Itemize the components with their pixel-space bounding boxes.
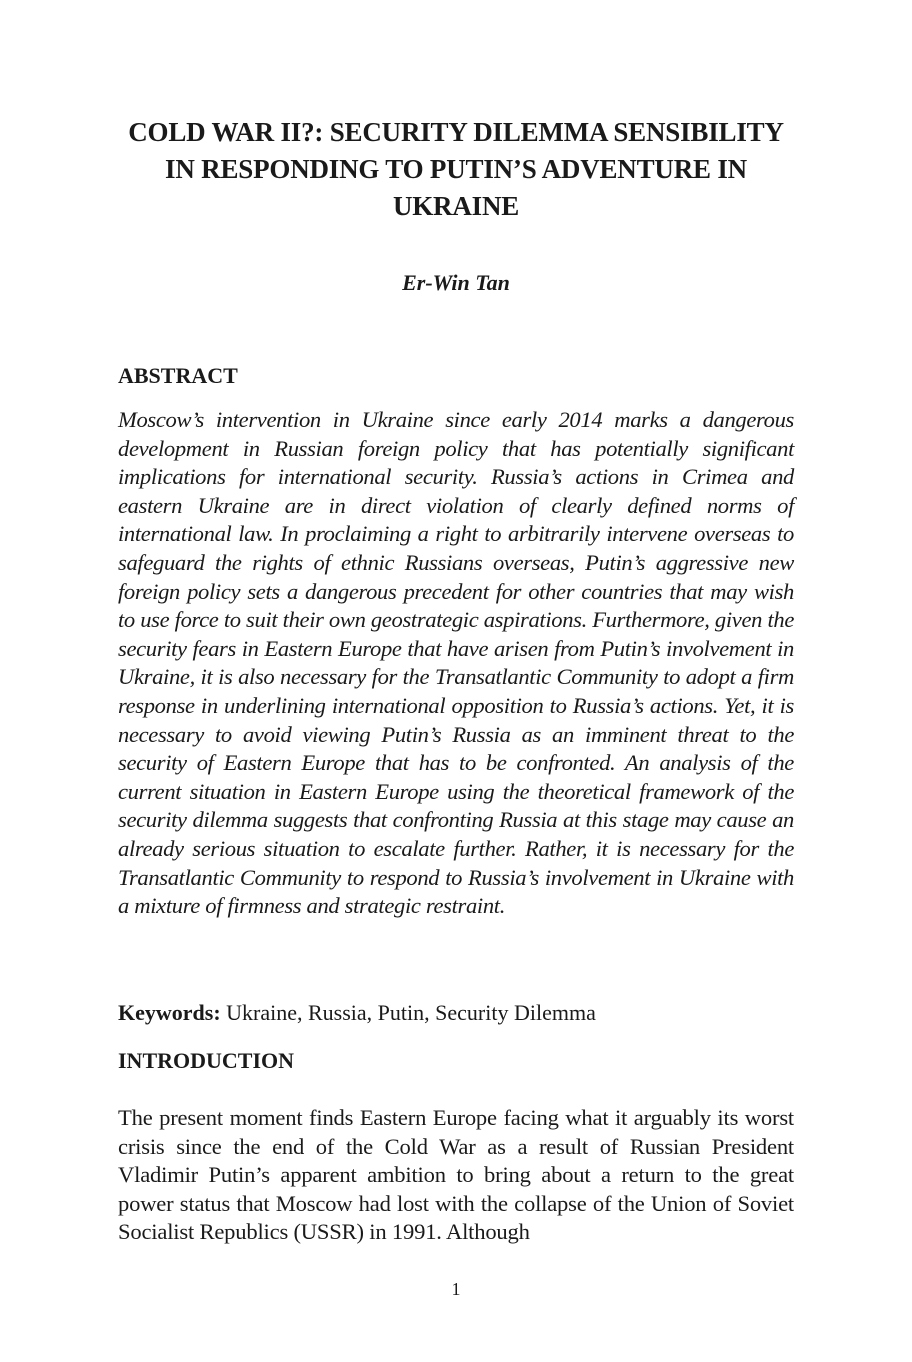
author-name: Er-Win Tan	[402, 270, 510, 295]
page-number: 1	[451, 1279, 461, 1299]
abstract-heading: ABSTRACT	[118, 363, 238, 388]
keywords-label: Keywords:	[118, 1000, 221, 1025]
keywords-value: Ukraine, Russia, Putin, Security Dilemma	[220, 1000, 596, 1025]
keywords-line	[118, 999, 794, 1027]
paper-title: COLD WAR II?: SECURITY DILEMMA SENSIBILITY IN RESPONDING TO PUTIN’S ADVENTURE IN UKRAINE	[128, 117, 784, 221]
introduction-heading: INTRODUCTION	[118, 1048, 295, 1073]
abstract-text: Moscow’s intervention in Ukraine since early 2014 marks a dangerous development in Russian foreign policy that has potentially significant implications for international security. Russia’s actions in Crimea and eastern Ukraine are in direct violation of clearly defined norms of international law. In proclaiming a right to arbitrarily intervene overseas to safeguard the rights of ethnic Russians overseas, Putin’s aggressive new foreign policy sets a dangerous precedent for other countries that may wish to use force to suit their own geostrategic aspirations. Furthermore, given the security fears in Eastern Europe that have arisen from Putin’s involvement in Ukraine, it is also necessary for the Transatlantic Community to adopt a firm response in underlining international opposition to Russia’s actions. Yet, it is necessary to avoid viewing Putin’s Russia as an imminent threat to the security of Eastern Europe that has to be confronted. An analysis of the current situation in Eastern Europe using the theoretical framework of the security dilemma suggests that confronting Russia at this stage may cause an already serious situation to escalate further. Rather, it is necessary for the Transatlantic Community to respond to Russia’s involvement in Ukraine with a mixture of firmness and strategic restraint.	[118, 407, 794, 919]
introduction-text: The present moment finds Eastern Europe facing what it arguably its worst crisis since the end of the Cold War as a result of Russian President Vladimir Putin’s apparent ambition to bring about a return to the great power status that Moscow had lost with the collapse of the Union of Soviet Socialist Republics (USSR) in 1991. Although	[118, 1105, 794, 1245]
